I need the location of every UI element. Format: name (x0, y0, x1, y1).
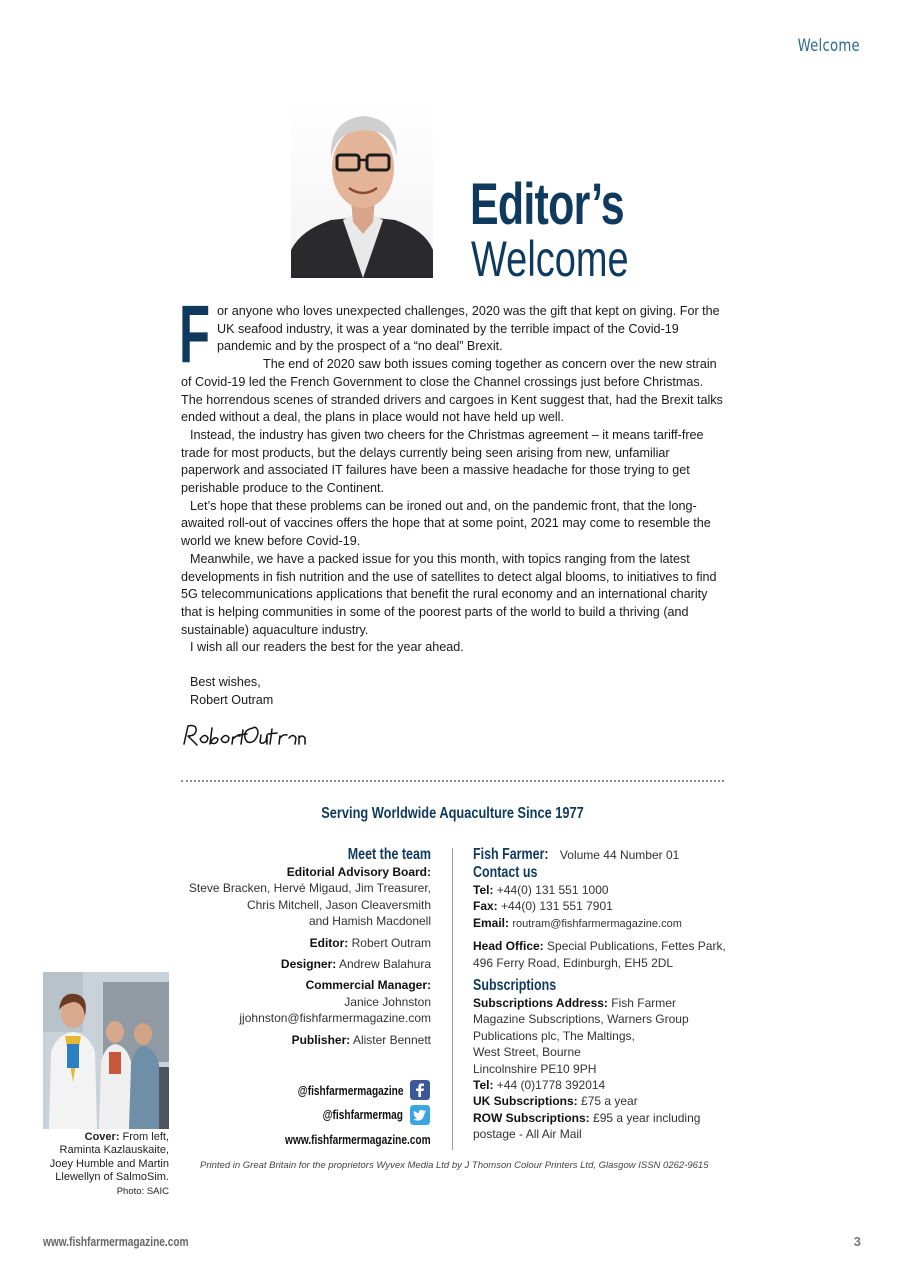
column-divider (452, 848, 453, 1150)
photo-credit: Photo: SAIC (116, 1185, 169, 1197)
printer-note: Printed in Great Britain for the proprietors Wyvex Media Ltd by J Thomson Colour Printers Ltd, Glasgow ISSN 0262-9615 (200, 1160, 709, 1171)
subs-address-label: Subscriptions Address: (473, 996, 608, 1011)
article-paragraph: Let’s hope that these problems can be ironed out and, on the pandemic front, that the long-awaited roll-out of vaccines offers the hope that at some point, 2021 may come to resemble the world we knew before Covid-19. (181, 498, 711, 549)
designer-label: Designer: (280, 957, 337, 972)
row-subs-price: postage - All Air Mail (473, 1127, 582, 1142)
contact-column (473, 846, 733, 1143)
subs-tel-label: Tel: (473, 1078, 494, 1093)
author-signature (181, 720, 311, 750)
row-subs-label: ROW Subscriptions: (473, 1110, 590, 1125)
subs-address: Lincolnshire PE10 9PH (473, 1061, 597, 1076)
sign-off (181, 674, 726, 709)
fax-label: Fax: (473, 899, 498, 914)
fax-value: +44(0) 131 551 7901 (501, 899, 613, 914)
title-welcome: Welcome (471, 231, 629, 287)
row-subs-price: £95 a year including (593, 1110, 701, 1125)
subs-address: West Street, Bourne (473, 1045, 581, 1060)
facebook-icon[interactable] (410, 1080, 430, 1100)
page-number: 3 (853, 1234, 861, 1249)
advisory-members: Chris Mitchell, Jason Cleaversmith (246, 897, 431, 912)
commercial-email[interactable]: jjohnston@fishfarmermagazine.com (239, 1011, 431, 1026)
facebook-handle[interactable]: @fishfarmermagazine (297, 1083, 403, 1098)
editor-name: Robert Outram (351, 935, 431, 950)
closing-line: Best wishes, (190, 675, 261, 690)
author-name: Robert Outram (190, 692, 274, 707)
uk-subs-price: £75 a year (581, 1094, 638, 1109)
twitter-icon[interactable] (410, 1105, 430, 1125)
cover-photo (43, 972, 169, 1129)
cover-caption-text: Llewellyn of SalmoSim. (55, 1171, 169, 1184)
commercial-label: Commercial Manager: (305, 978, 431, 993)
cover-caption-text: From left, (122, 1131, 169, 1143)
contact-heading: Contact us (473, 864, 538, 881)
publisher-name: Alister Bennett (352, 1032, 431, 1047)
advisory-members: and Hamish Macdonell (308, 914, 431, 929)
email-label: Email: (473, 915, 510, 930)
publisher-label: Publisher: (291, 1032, 351, 1047)
twitter-handle[interactable]: @fishfarmermag (322, 1107, 403, 1122)
team-heading: Meet the team (347, 846, 431, 863)
article-paragraph: Meanwhile, we have a packed issue for you this month, with topics ranging from the latest developments in fish nutrition and the use of satellites to detect algal blooms, to initiatives to find 5G telecommunications applications that benefit the rural economy and an international charity that is helping communities in some of the poorest parts of the world to build a thriving (and sustainable) aquaculture industry. (181, 551, 717, 637)
footer-website[interactable]: www.fishfarmermagazine.com (43, 1234, 189, 1249)
subscriptions-heading: Subscriptions (473, 977, 557, 995)
team-column (171, 846, 431, 1048)
volume-number: Volume 44 Number 01 (559, 848, 680, 862)
cover-label: Cover: (84, 1131, 120, 1143)
designer-name: Andrew Balahura (338, 957, 431, 972)
article-paragraph: The end of 2020 saw both issues coming together as concern over the new strain of Covid-19 led the French Government to close the Channel crossings just before Christmas. The horrendous scenes of stranded drivers and cargoes in Kent suggest that, had the Brexit talks ended without a deal, the plans in place would not have held up well. (181, 357, 723, 425)
tel-label: Tel: (473, 883, 494, 897)
article-paragraph: or anyone who loves unexpected challenges, 2020 was the gift that kept on giving. For the UK seafood industry, it was a year dominated by the terrible impact of the Covid-19 pandemic and by the prospect of a “no deal” Brexit. (217, 304, 720, 354)
article-paragraph: Instead, the industry has given two cheers for the Christmas agreement – it means tariff-free trade for most products, but the delays currently being seen arising from new, unfamiliar paperwork and associated IT failures have been a massive headache for those trying to get perishable produce to the Continent. (181, 427, 704, 496)
advisory-label: Editorial Advisory Board: (286, 865, 431, 879)
commercial-name: Janice Johnston (344, 994, 431, 1009)
subs-address: Magazine Subscriptions, Warners Group (473, 1012, 689, 1027)
cover-caption-text: Joey Humble and Martin (49, 1157, 169, 1170)
office-address: 496 Ferry Road, Edinburgh, EH5 2DL (473, 955, 674, 970)
section-divider (181, 780, 724, 782)
cover-caption (30, 1131, 169, 1198)
drop-cap: F (179, 289, 211, 380)
editor-portrait (291, 100, 433, 278)
masthead-tagline: Serving Worldwide Aquaculture Since 1977 (321, 805, 584, 822)
article-paragraph: I wish all our readers the best for the year ahead. (190, 640, 464, 655)
section-label: Welcome (797, 36, 860, 56)
subs-address: Fish Farmer (611, 996, 676, 1011)
tel-value: +44(0) 131 551 1000 (496, 883, 609, 897)
subs-tel-value: +44 (0)1778 392014 (496, 1078, 606, 1093)
uk-subs-label: UK Subscriptions: (473, 1094, 578, 1109)
website-link[interactable]: www.fishfarmermagazine.com (285, 1132, 431, 1147)
office-address: Special Publications, Fettes Park, (547, 939, 726, 954)
office-label: Head Office: (473, 939, 544, 954)
editor-label: Editor: (309, 935, 349, 950)
advisory-members: Steve Bracken, Hervé Migaud, Jim Treasurer, (188, 881, 431, 896)
title-editors: Editor’s (470, 172, 624, 237)
article-body (179, 289, 726, 709)
subs-address: Publications plc, The Maltings, (473, 1028, 635, 1043)
email-value[interactable]: routram@fishfarmermagazine.com (512, 917, 682, 930)
magazine-label: Fish Farmer: (473, 846, 549, 863)
cover-caption-text: Raminta Kazlauskaite, (59, 1144, 169, 1157)
